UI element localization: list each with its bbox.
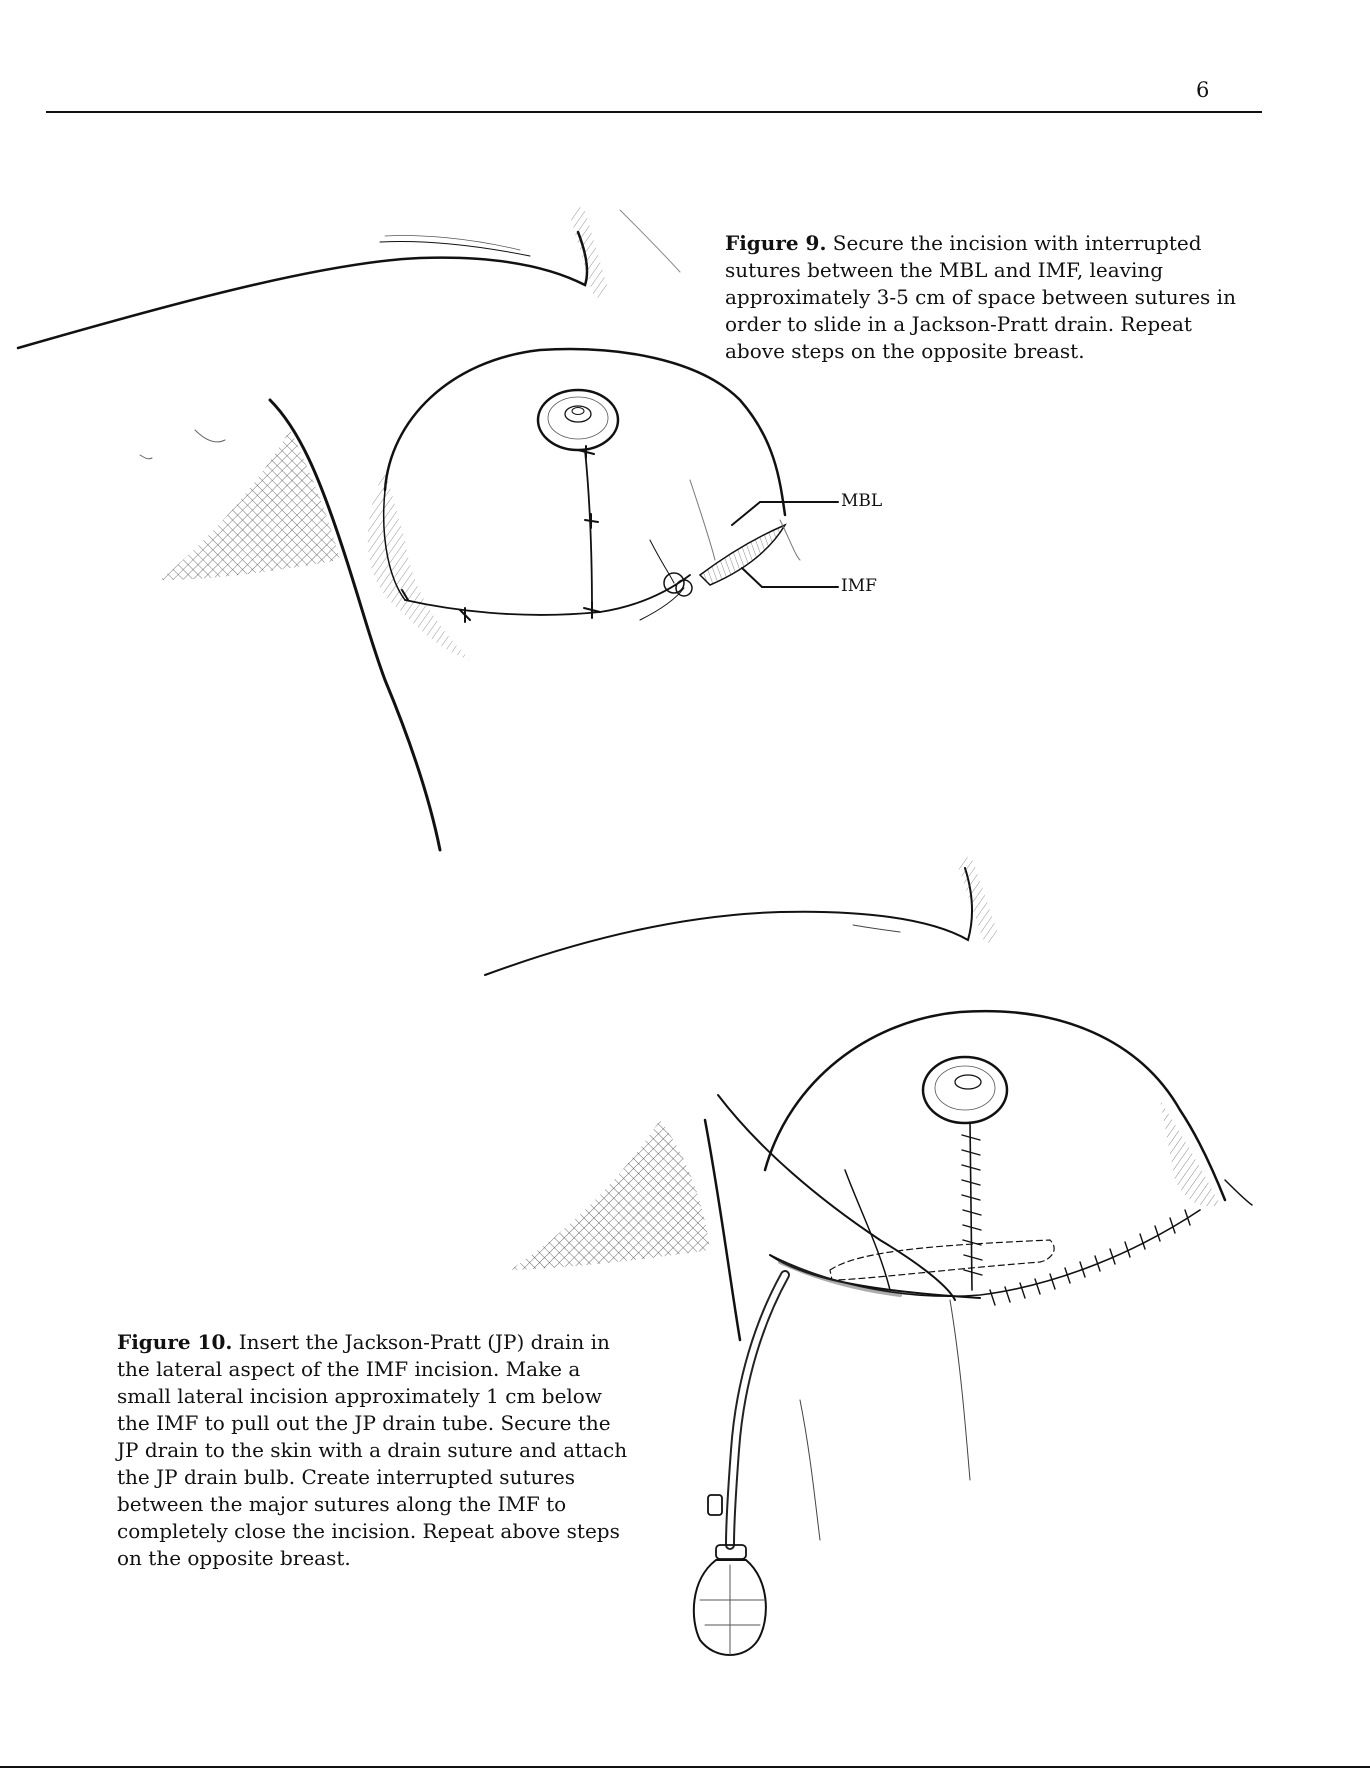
areola-2 (923, 1057, 1007, 1123)
mbl-label: MBL (841, 491, 883, 511)
figure10-caption-text: Insert the Jackson-Pratt (JP) drain in the lateral aspect of the IMF incision. Make a small lateral incision approximately 1 cm below the IMF to pull out the JP drain tube. Secure the JP drain to the skin with a drain suture and attach the JP drain bulb. Create interrupted sutures between the major sutures along the IMF to completely close the incision. Repeat above steps on the opposite breast. (117, 1330, 628, 1570)
vertical-incision-2 (970, 1122, 972, 1290)
breast-lateral-shade (1160, 1100, 1220, 1206)
areola (538, 390, 618, 450)
breast-outline-2 (765, 1011, 1225, 1200)
bottom-rule (0, 1766, 1370, 1768)
shoulder-outline-2 (485, 868, 972, 975)
figure9-illustration (18, 210, 838, 850)
vertical-incision (585, 450, 592, 610)
lateral-fold-shade (160, 430, 340, 580)
figure9-title: Figure 9. (725, 231, 827, 255)
lateral-flap (700, 525, 785, 585)
figure9-caption (725, 230, 1245, 365)
page-number: 6 (1196, 78, 1210, 102)
axilla-shade (510, 1120, 710, 1270)
imf-leader (742, 568, 838, 587)
breast-medial-shade (368, 470, 470, 660)
imf-incision (405, 575, 690, 615)
drain-in-breast (830, 1240, 1054, 1280)
sutures-imf-2 (990, 1210, 1190, 1305)
shoulder-outline (18, 232, 587, 348)
figure10-caption (117, 1329, 637, 1572)
breast-outline (385, 349, 785, 515)
sutures-vertical (578, 446, 600, 618)
imf-label: IMF (841, 576, 877, 596)
figure10-title: Figure 10. (117, 1330, 233, 1354)
figure9-caption-text: Secure the incision with interrupted sutures between the MBL and IMF, leaving approximately 3-5 cm of space between sutures in order to slide in a Jackson-Pratt drain. Repeat above steps on the opposite breast. (725, 231, 1236, 363)
clavicle-sketch (380, 242, 530, 256)
